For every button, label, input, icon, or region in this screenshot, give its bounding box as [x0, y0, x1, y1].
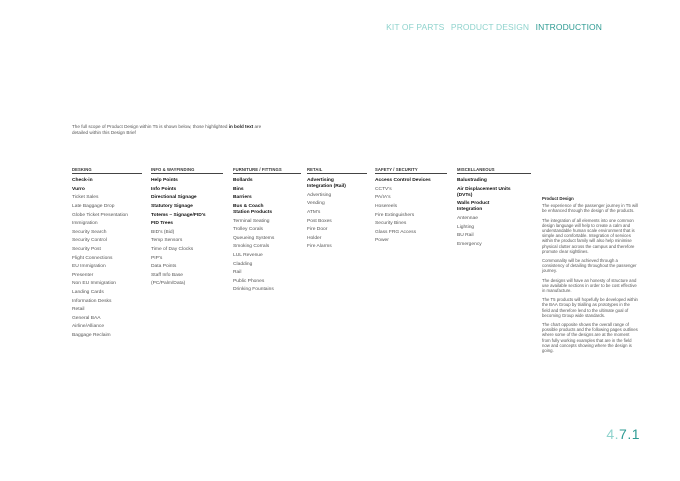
breadcrumb-nav — [380, 22, 602, 32]
product-item: Security Bines — [375, 221, 407, 227]
product-item: Baggage Reclaim — [72, 332, 111, 338]
product-item: Rail — [233, 270, 242, 276]
product-item: Landing Cards — [72, 290, 104, 296]
product-item: Non EU Immigration — [72, 281, 117, 287]
product-item: Bus & Coach Station Products — [233, 204, 273, 216]
page-number-prefix: 4. — [606, 426, 620, 442]
product-item: Fire Extinguishers — [375, 212, 415, 218]
product-item: Walls Product Integration — [457, 201, 490, 213]
column-retail — [307, 167, 367, 252]
sidebar-paragraph: The designs will have an honesty of structure and use available sections in order to be cost effective in manufacture. — [542, 277, 637, 294]
product-item: Access Control Devices — [375, 178, 431, 184]
product-item: Hosereels — [375, 204, 398, 210]
product-item: General BAA — [72, 315, 101, 321]
nav-introduction[interactable]: INTRODUCTION — [535, 22, 602, 32]
product-item: Drinking Fountains — [233, 287, 274, 293]
nav-product-design[interactable]: PRODUCT DESIGN — [450, 22, 530, 32]
sidebar-paragraph: Commonality will be achieved through a consistency of detailing throughout the passenger journey. — [542, 258, 637, 274]
product-item: Glass FRG Access — [375, 229, 417, 235]
column-header: INFO & WAYFINDING — [151, 167, 223, 174]
product-item: Advertising Integration (Rail) — [307, 178, 346, 190]
product-item: LUL Revenue — [233, 253, 263, 259]
product-item: Immigration — [72, 221, 98, 227]
sidebar-text — [542, 196, 638, 357]
product-item: CCTV's — [375, 186, 392, 192]
product-item: Antennae — [457, 216, 478, 222]
product-item: Trolley Corals — [233, 227, 263, 233]
column-header: DESKING — [72, 167, 142, 174]
product-item: Temp Sensors — [151, 238, 183, 244]
product-item: Information Desks — [72, 298, 112, 304]
product-item: Vending — [307, 201, 325, 207]
sidebar-paragraph: The integration of all elements into one common design language will help to create a calm and understandable human scale environment that is simple and comfortable. Integration of services within the product family will also help minimise physical clutter across the campus and therefore promote clear sightlines. — [542, 217, 635, 254]
product-item: Bins — [233, 186, 244, 192]
product-item: Security Search — [72, 229, 107, 235]
product-item: FID Trees — [151, 221, 174, 227]
product-item: Power — [375, 238, 389, 244]
product-item: Holder — [307, 235, 322, 241]
intro-text-pre: The full scope of Product Design within T5 is shown below, those highlighted — [72, 124, 229, 129]
sidebar-paragraph: The chart opposite shows the overall range of possible products and the following pages outlines where some of the designs are at the moment from fully working examples that are in the field now and concepts showing where the design is going. — [542, 322, 638, 354]
product-item: Directional Signage — [151, 195, 197, 201]
product-item: Totems – Signage/FID's — [151, 212, 206, 218]
page-number — [590, 426, 640, 442]
column-header: FURNITURE / FITTINGS — [233, 167, 301, 174]
product-item: Check-in — [72, 178, 93, 184]
product-item: Presenter — [72, 272, 94, 278]
product-item: Fire Door — [307, 227, 328, 233]
column-desking — [72, 167, 142, 340]
product-item: Staff Info Base — [151, 272, 183, 278]
product-item: Data Points — [151, 264, 177, 270]
product-item: Airline/Alliance — [72, 324, 105, 330]
product-item: Vurro — [72, 186, 85, 192]
intro-text-bold: in bold text — [228, 124, 254, 129]
product-item: Queueing Systems — [233, 235, 275, 241]
sidebar-title: Product Design — [542, 196, 574, 201]
column-furniture-fittings — [233, 167, 301, 295]
column-miscellaneous — [457, 167, 531, 249]
product-item: Terminal Seating — [233, 218, 270, 224]
column-info-wayfinding — [151, 167, 223, 289]
product-item: ATM's — [307, 210, 321, 216]
product-item: Info Points — [151, 186, 177, 192]
product-item: PA/IA's — [375, 195, 391, 201]
product-item: BID's (Bid) — [151, 229, 175, 235]
product-item: Statutory Signage — [151, 204, 193, 210]
product-item: Time of Day Clocks — [151, 247, 194, 253]
product-item: Retail — [72, 307, 85, 313]
product-item: Air Displacement Units (DVTs) — [457, 186, 511, 198]
product-item: Globe Ticket Presentation — [72, 212, 129, 218]
product-item: Smoking Corrals — [233, 244, 270, 250]
column-header: SAFETY / SECURITY — [375, 167, 447, 174]
sidebar-paragraph: The experience of the passenger journey in T5 will be enhanced through the design of the products. — [542, 203, 638, 214]
product-item: EU Immigration — [72, 264, 106, 270]
product-item: Fire Alarms — [307, 244, 332, 250]
product-item: Post Boxes — [307, 218, 332, 224]
product-item: Balustrading — [457, 178, 487, 184]
product-item: Ticket Sales — [72, 195, 99, 201]
product-item: Security Control — [72, 238, 107, 244]
column-header: RETAIL — [307, 167, 367, 174]
product-item: Barriers — [233, 195, 252, 201]
product-item: Late Baggage Drop — [72, 204, 115, 210]
nav-kit-of-parts[interactable]: KIT OF PARTS — [386, 22, 445, 32]
intro-text — [72, 124, 262, 136]
product-item: PIP's — [151, 255, 163, 261]
product-item: Security Post — [72, 247, 101, 253]
product-item: Lighting — [457, 224, 475, 230]
product-item: Emergency — [457, 241, 482, 247]
product-item: Cladding — [233, 261, 253, 267]
product-item: BU Rail — [457, 233, 474, 239]
sidebar-paragraph: The T5 products will hopefully be developed within the BAA Group by trialling as prototypes in the field and therefore lend to the ultimate goal of becoming Group wide standards. — [542, 297, 638, 318]
product-item: Bollards — [233, 178, 253, 184]
product-item: Public Phones — [233, 278, 265, 284]
intro-text-post: are detailed within this Design Brief — [72, 124, 262, 135]
product-item: Help Points — [151, 178, 178, 184]
product-item: Flight Connections — [72, 255, 113, 261]
sidebar-paragraphs — [542, 203, 638, 353]
product-item: Advertising — [307, 192, 332, 198]
column-safety-security — [375, 167, 447, 246]
product-item: (PC/Palm/Data) — [151, 281, 186, 287]
column-header: MISCELLANEOUS — [457, 167, 531, 174]
page-number-rest: 7.1 — [619, 426, 640, 442]
